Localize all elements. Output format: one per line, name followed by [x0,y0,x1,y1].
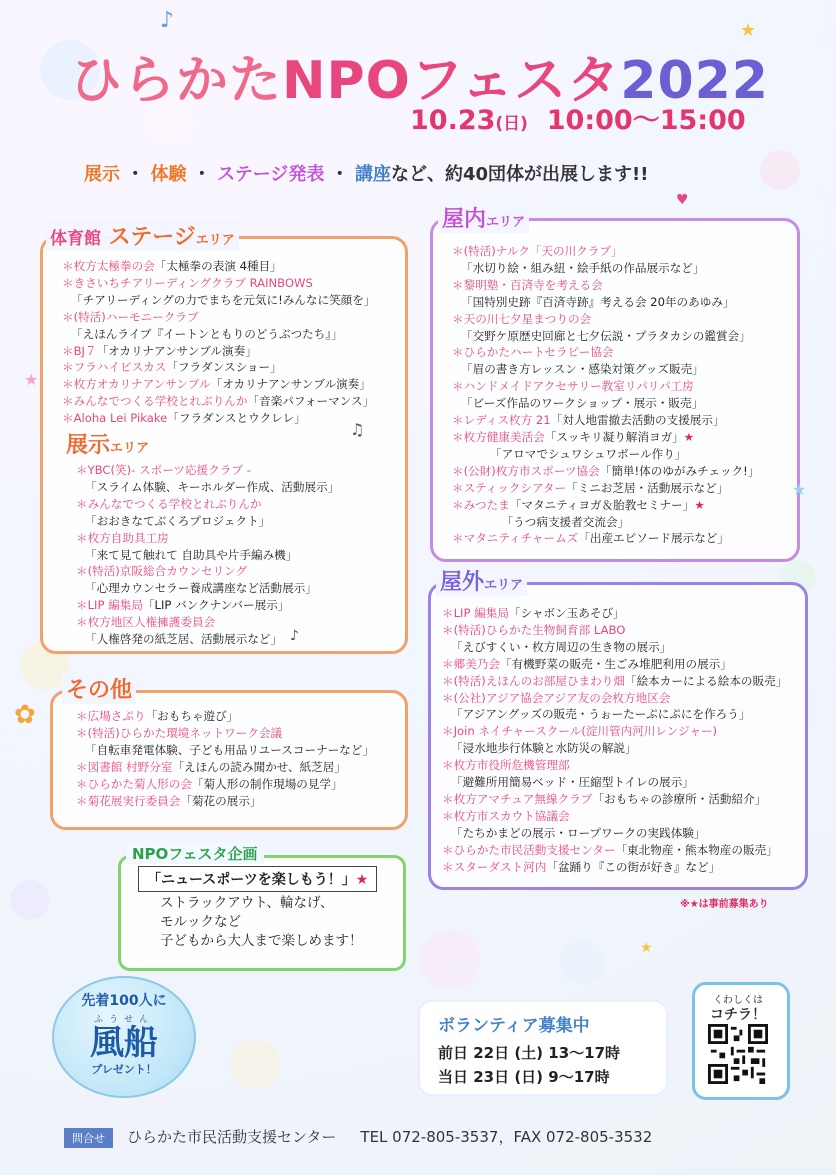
list-item [442,791,787,808]
star-icon: ★ [24,370,39,389]
tagline-experience: 体験 [150,164,187,185]
list-item [62,393,375,410]
org-name: ＊ハンドメイドアクセサリー教室リパリパ工房 [452,379,694,394]
activity-description: 「チアリーディングの力でまちを元気に!みんなに笑顔を」 [71,292,376,307]
activity-description: 「えびすくい・枚方周辺の生き物の展示」 [451,639,672,654]
activity-description: 「えほんの読み聞かせ、紙芝居」 [172,759,346,774]
stage-area-title: 体育館 ステージエリア [46,220,239,251]
star-icon: ★ [740,20,757,41]
org-name: ＊(公社)アジア協会アジア友の会枚方地区会 [442,690,671,705]
list-item [452,463,759,480]
list-item [452,361,759,378]
list-item [442,723,787,740]
activity-description: 「おおきなてぶくろプロジェクト」 [85,513,271,528]
music-note-icon: ♫ [350,420,365,439]
list-item [442,690,787,707]
activity-description: 「スライム体験、キーホルダー作成、活動展示」 [85,479,340,494]
flower-icon: ✿ [14,700,36,730]
list-item [76,547,339,564]
org-name: ＊みつたま [452,497,510,512]
date-weekday: (日) [495,114,528,134]
contact-fax: FAX 072-805-3532 [513,1128,653,1146]
list-item [62,258,375,275]
list-item [452,395,759,412]
list-item [62,343,375,360]
org-name: ＊ひらかた市民活動支援センター [442,842,616,857]
list-item [452,294,759,311]
activity-description: 「おもちゃの診療所・活動紹介」 [592,791,767,806]
activity-description: 「アロマでシュワシュワボール作り」 [461,446,687,461]
activity-description: 「太極拳の表演 4種目」 [154,259,282,273]
balloon-ruby: ふうせん [93,1015,154,1025]
indoor-list [452,243,759,547]
list-item [452,344,759,361]
list-item [62,275,375,292]
tagline [84,160,648,186]
star-mark: ★ [694,497,705,512]
festa-event-body [160,894,363,951]
org-name: ＊枚方アマチュア無線クラブ [442,791,593,806]
org-name: ＊(特活)ひらかた生物飼育部 LABO [442,622,626,637]
volunteer-day1: 前日 22日 (土) 13～17時 [438,1044,621,1062]
org-name: ＊枚方オカリナアンサンブル [62,377,211,392]
indoor-area-title: 屋内エリア [438,202,529,233]
activity-description: 「自転車発電体験、子ども用品リユースコーナーなど」 [85,742,375,757]
list-item [442,656,787,673]
festa-event-subtitle: 「ニュースポーツを楽しもう！」★ [138,866,377,892]
org-name: ＊(特活)ひらかた環境ネットワーク会議 [76,725,283,740]
tagline-lecture: 講座 [354,164,391,185]
list-item [452,429,759,446]
org-name: ＊菊花展実行委員会 [76,793,181,808]
decoration-dot [760,150,800,190]
list-item [76,742,374,759]
activity-description: 「出産エピソード展示など」 [578,531,729,546]
activity-description: 「心理カウンセラー養成講座など活動展示」 [85,581,317,596]
exhibit-area-title: 展示エリア [66,433,150,458]
org-name: ＊きさいちチアリーディングクラブ RAINBOWS [62,275,313,290]
activity-description: 「浸水地歩行体験と水防災の解説」 [451,741,637,756]
activity-description: 「オカリナアンサンブル演奏」 [96,343,257,358]
org-name: ＊(特活)京阪総合カウンセリング [76,564,248,579]
activity-description: 「避難所用簡易ベッド・圧縮型トイレの展示」 [451,775,694,790]
activity-description: 「盆踊り『この街が好き』など」 [546,859,721,874]
list-item [76,631,339,648]
list-item [452,480,759,497]
activity-description: 「スッキリ凝り解消ヨガ」 [544,429,684,444]
activity-description: 「たちかまどの展示・ロープワークの実践体験」 [451,825,706,840]
org-name: ＊YBC(笑)- スポーツ応援クラブ - [76,463,251,477]
org-name: ＊マタニティチャームズ [452,531,579,546]
activity-description: 「シャボン玉あそび」 [508,606,625,620]
org-name: ＊(特活)ハーモニークラブ [62,309,199,324]
star-mark: ★ [683,429,695,444]
org-name: ＊ひらかたハートセラピー協会 [452,345,614,360]
decoration-dot [560,940,604,984]
list-item [76,793,374,810]
list-item [442,757,787,774]
tagline-stage: ステージ発表 [217,164,325,185]
tagline-exhibit: 展示 [84,164,120,185]
org-name: ＊枚方健康美活会 [452,429,545,444]
list-item [62,376,375,393]
list-item [62,292,375,309]
date-value: 10.23 [410,105,496,136]
list-item [76,513,339,530]
list-item [442,825,787,842]
outdoor-list [442,605,787,876]
org-name: ＊天の川七夕星まつりの会 [452,311,592,326]
activity-description: 「交野ケ原歴史回廊と七夕伝説・プラタカシの鑑賞会」 [461,328,751,343]
volunteer-title: ボランティア募集中 [438,1016,590,1036]
star-icon: ★ [640,940,653,956]
qr-caption-main: コチラ！ [710,1007,766,1023]
activity-description: 「眉の書き方レッスン・感染対策グッズ販売」 [461,362,704,377]
balloon-main: 風船 [90,1023,158,1063]
stage-list [62,258,375,427]
activity-description: 「えほんライブ『イートンともりのどうぶつたち』」 [71,326,343,341]
list-item [452,446,759,463]
activity-description: 「ビーズ作品のワークショップ・展示・販売」 [461,396,704,411]
list-item [62,309,375,326]
list-item [452,311,759,328]
activity-description: 「アジアングッズの販売・うぉーたーぷにぷにを作ろう」 [451,707,751,722]
festa-event-title: NPOフェスタ企画 [126,843,264,864]
org-name: ＊(公財)枚方市スポーツ協会 [452,463,600,478]
activity-description: 「フラダンスとウクレレ」 [167,411,306,426]
activity-description: 「オカリナアンサンブル演奏」 [210,377,371,392]
list-item [76,597,339,614]
list-item [442,859,787,876]
balloon-line1: 先着100人に [81,993,167,1009]
decoration-dot [420,930,480,990]
list-item [442,774,787,791]
list-item [76,496,339,513]
list-item [442,808,787,825]
activity-description: 「菊花の展示」 [180,793,262,808]
heart-icon: ♥ [676,192,689,208]
org-name: ＊Join ネイチャースクール(淀川管内河川レンジャー) [442,724,718,739]
org-name: ＊ひらかた菊人形の会 [76,776,192,791]
activity-description: 「ミニお芝居・活動展示など」 [565,480,729,495]
list-item [452,378,759,395]
contact-sep: ， [498,1128,514,1146]
activity-description: 「絵本カーによる絵本の販売」 [624,673,788,688]
list-item [452,412,759,429]
festa-event-line: 子どもから大人まで楽しめます！ [160,933,363,949]
org-name: ＊広場さぷり [76,709,146,723]
org-name: ＊枚方市スカウト協議会 [442,808,570,823]
org-name: ＊LIP 編集局 [76,598,143,613]
contact-tel[interactable]: TEL 072-805-3537 [360,1128,499,1146]
activity-description: 「東北物産・熊本物産の販売」 [615,842,778,857]
tagline-sep: ・ [192,164,211,185]
activity-description: 「簡単!体のゆがみチェック!」 [599,463,760,478]
org-name: ＊黎明塾・百済寺を考える会 [452,277,603,292]
list-item [442,605,787,622]
qr-caption: くわしくは [713,995,763,1006]
list-item [76,708,374,725]
contact-footer [64,1126,652,1148]
list-item [442,622,787,639]
org-name: ＊郷美乃会 [442,656,500,671]
org-name: ＊LIP 編集局 [442,606,509,620]
decoration-dot [230,1040,280,1090]
org-name: ＊枚方自助具工房 [76,530,169,545]
contact-org: ひらかた市民活動支援センター [127,1128,337,1146]
list-item [76,614,339,631]
list-item [62,326,375,343]
org-name: ＊枚方市役所危機管理部 [442,758,570,773]
activity-description: 「対人地雷撤去活動の支援展示」 [550,413,725,428]
org-name: ＊図書館 村野分室 [76,759,173,774]
activity-description: 「菊人形の制作現場の見学」 [191,776,343,791]
list-item [62,359,375,376]
list-item [76,776,374,793]
pre-registration-note: ※★は事前募集あり [680,899,769,910]
list-item [442,706,787,723]
org-name: ＊Aloha Lei Pikake [62,411,168,426]
balloon-present-badge [52,976,196,1098]
event-date [410,98,746,137]
festa-event-line: モルックなど [160,914,241,930]
other-list [76,708,374,809]
activity-description: 「フラダンスショー」 [166,360,282,375]
list-item [452,243,759,260]
list-item [442,842,787,859]
activity-description: 「有機野菜の販売・生ごみ堆肥利用の展示」 [499,656,732,671]
org-name: ＊枚方地区人権擁護委員会 [76,615,216,630]
activity-description: 「人権啓発の紙芝居、活動展示など」 [85,632,283,647]
org-name: ＊フラハイビスカス [62,360,167,375]
decoration-dot [10,880,50,920]
activity-description: 「うつ病支援者交流会」 [461,514,630,529]
activity-description: 「LIP バンクナンバー展示」 [142,598,290,613]
music-note-icon: ♪ [290,628,299,644]
title-year: 2022 [620,51,769,111]
activity-description: 「マタニティヨガ＆胎教セミナー」 [509,497,695,512]
exhibit-list [76,462,339,648]
activity-description: 「音楽パフォーマンス」 [247,394,375,409]
org-name: ＊BJ７ [62,343,97,358]
list-item [452,514,759,531]
list-item [76,725,374,742]
activity-description: 「国特別史跡『百済寺跡』考える会 20年のあゆみ」 [461,294,735,309]
org-name: ＊スティックシアター [452,480,566,495]
tagline-rest: など、約40団体が出展します!! [390,164,649,185]
org-name: ＊(特活)ナルク「天の川クラブ」 [452,244,623,258]
activity-description: 「来て見て触れて 自助具や片手編み機」 [85,547,298,562]
list-item [76,479,339,496]
star-icon: ★ [792,480,807,499]
list-item [452,328,759,345]
title-npo-festa: NPOフェスタ [282,51,621,111]
activity-description: 「水切り絵・組み紐・絵手紙の作品展示など」 [461,260,705,275]
list-item [76,759,374,776]
list-item [76,563,339,580]
org-name: ＊スターダスト河内 [442,859,547,874]
outdoor-area-title: 屋外エリア [436,565,527,596]
list-item [442,740,787,757]
contact-tag: 問合せ [64,1128,113,1148]
list-item [76,462,339,479]
org-name: ＊みんなでつくる学校とれぶりんか [62,394,248,409]
list-item [442,639,787,656]
tagline-sep: ・ [126,164,145,185]
org-name: ＊レディス枚方 21 [452,413,551,428]
qr-code-icon[interactable] [708,1024,768,1084]
list-item [62,410,375,427]
list-item [442,673,787,690]
title-hirakata: ひらかた [70,51,283,111]
org-name: ＊みんなでつくる学校とれぶりんか [76,496,262,511]
star-mark: ★ [355,872,369,888]
list-item [452,277,759,294]
list-item [452,530,759,547]
list-item [76,580,339,597]
list-item [452,260,759,277]
balloon-line3: プレゼント！ [91,1063,157,1076]
org-name: ＊(特活)えほんのお部屋ひまわり畑 [442,673,625,688]
activity-description: 「おもちゃ遊び」 [145,709,239,723]
music-note-icon: ♪ [160,8,175,33]
tagline-sep: ・ [330,164,349,185]
event-time: 10:00～15:00 [546,105,746,136]
list-item [76,530,339,547]
volunteer-day2: 当日 23日 (日) 9～17時 [438,1068,610,1086]
festa-event-line: ストラックアウト、輪なげ、 [160,895,334,911]
other-area-title: その他 [62,673,136,704]
list-item [452,497,759,514]
org-name: ＊枚方太極拳の会 [62,259,155,273]
